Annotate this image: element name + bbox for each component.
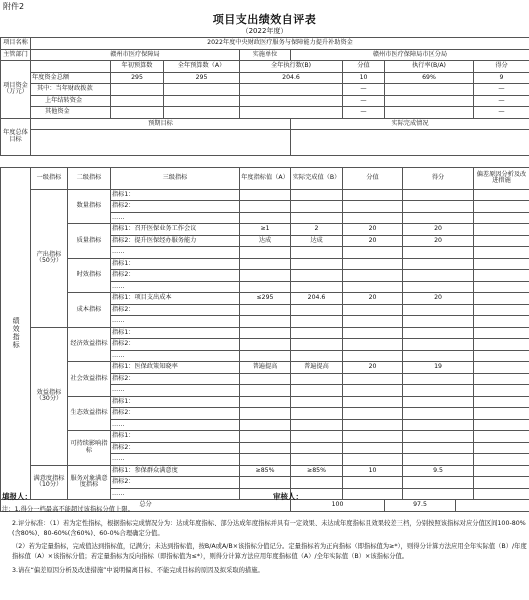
target-value [240, 270, 291, 282]
reason-value [474, 247, 529, 259]
got-value [403, 442, 474, 454]
level3-indicator: 指标2： [111, 270, 240, 282]
level2-indicator: 质量指标 [68, 224, 111, 259]
target-value [240, 212, 291, 224]
got-value [403, 201, 474, 213]
funds-value [111, 95, 164, 107]
actual-value [291, 431, 343, 443]
score-value [343, 339, 403, 351]
got-value [403, 304, 474, 316]
level3-indicator: 指标1：参保群众满意度 [111, 465, 240, 477]
target-value [240, 385, 291, 397]
target-value [240, 350, 291, 362]
reason-value [474, 477, 529, 489]
got-value [403, 431, 474, 443]
filler-label: 填报人： [2, 492, 32, 501]
level3-indicator: 指标2： [111, 442, 240, 454]
actual-value [291, 419, 343, 431]
got-value [403, 258, 474, 270]
col-header: 分值 [343, 167, 403, 189]
level2-indicator: 社会效益指标 [68, 362, 111, 397]
target-value [240, 477, 291, 489]
funds-value [164, 107, 240, 119]
funds-value: — [474, 84, 529, 96]
got-value: 9.5 [403, 465, 474, 477]
level3-indicator: 指标2： [111, 201, 240, 213]
level3-indicator: 指标2： [111, 339, 240, 351]
reason-value [474, 385, 529, 397]
reason-value [474, 235, 529, 247]
indicator-row [1, 465, 529, 477]
indicator-row [1, 293, 529, 305]
score-value [343, 408, 403, 420]
page-title: 项目支出绩效自评表 [212, 13, 317, 26]
actual-value [291, 327, 343, 339]
level3-indicator: 指标2： [111, 408, 240, 420]
indicator-row [1, 396, 529, 408]
funds-value: 295 [111, 72, 164, 84]
funds-col-header: 全年执行数(B) [240, 61, 343, 73]
actual-value [291, 350, 343, 362]
funds-label: 项目资金（万元） [1, 61, 31, 119]
level2-indicator: 生态效益指标 [68, 396, 111, 431]
actual-value [291, 396, 343, 408]
indicator-row [1, 258, 529, 270]
level3-indicator: 指标1： [111, 189, 240, 201]
target-value: 普遍提高 [240, 362, 291, 374]
level3-indicator: …… [111, 316, 240, 328]
reviewer-label: 审核人： [273, 492, 303, 501]
score-value [343, 442, 403, 454]
actual-value [291, 189, 343, 201]
goal-expected-label: 预期目标 [31, 118, 291, 130]
funds-col-header: 全年预算数（A） [164, 61, 240, 73]
score-value [343, 281, 403, 293]
level3-indicator: …… [111, 281, 240, 293]
level3-indicator: 指标1： [111, 327, 240, 339]
funds-col-header: 年初预算数 [111, 61, 164, 73]
dept-label: 主管部门 [1, 49, 31, 61]
row-funds [1, 72, 529, 84]
col-header: 年度指标值（A） [240, 167, 291, 189]
score-value [343, 419, 403, 431]
target-value [240, 189, 291, 201]
level1-indicator: 产出指标（50分） [31, 189, 68, 327]
target-value [240, 408, 291, 420]
funds-row-label: 年度资金总额 [31, 72, 111, 84]
note-3: （2）若为定量指标，完成值达到指标值，记满分；未达到指标值，按B/A或A/B×该指标分值记分。定量指标若为正向指标（即指标值为≥*），则得分计算方法应用全年实际值（B）/年度指标值（A）×该指标分值；若定量指标为反向指标（即指标值为≤*），则得分计算方法应用年度指标值（A）/全年实际值（B）×该指标分值。 [12, 543, 527, 560]
level3-indicator: …… [111, 454, 240, 466]
got-value: 20 [403, 224, 474, 236]
score-value [343, 189, 403, 201]
col-header: 三级指标 [111, 167, 240, 189]
reason-value [474, 189, 529, 201]
goal-actual-value [291, 130, 529, 156]
funds-value [111, 84, 164, 96]
actual-value [291, 201, 343, 213]
target-value [240, 327, 291, 339]
actual-value [291, 454, 343, 466]
target-value [240, 258, 291, 270]
target-value [240, 316, 291, 328]
score-value [343, 316, 403, 328]
got-value [403, 339, 474, 351]
actual-value [291, 258, 343, 270]
level3-indicator: 指标2：提升医保经办服务能力 [111, 235, 240, 247]
level3-indicator: 指标1：召开医保业务工作会议 [111, 224, 240, 236]
score-value [343, 454, 403, 466]
actual-value: 达成 [291, 235, 343, 247]
funds-value: — [474, 95, 529, 107]
actual-value: 2 [291, 224, 343, 236]
got-value [403, 189, 474, 201]
evaluation-table [0, 37, 529, 512]
reason-value [474, 454, 529, 466]
actual-value [291, 304, 343, 316]
funds-value: — [343, 107, 385, 119]
score-value: 20 [343, 235, 403, 247]
indicator-row [1, 224, 529, 236]
score-value [343, 201, 403, 213]
col-header: 实际完成值（B） [291, 167, 343, 189]
target-value [240, 419, 291, 431]
target-value [240, 373, 291, 385]
level3-indicator: 指标2： [111, 477, 240, 489]
note-1: 注：1.得分一档最高不能超过该指标分值上限。 [2, 506, 134, 513]
actual-value [291, 477, 343, 489]
reason-value [474, 396, 529, 408]
level3-indicator: 指标2： [111, 304, 240, 316]
score-value [343, 247, 403, 259]
score-value [343, 385, 403, 397]
notes [2, 505, 527, 580]
level3-indicator: …… [111, 385, 240, 397]
got-value [403, 270, 474, 282]
indicator-row [1, 189, 529, 201]
funds-value: 9 [474, 72, 529, 84]
level2-indicator: 时效指标 [68, 258, 111, 293]
row-goal-content [1, 130, 529, 156]
got-value [403, 454, 474, 466]
level3-indicator: …… [111, 488, 240, 500]
reason-value [474, 431, 529, 443]
reason-value [474, 258, 529, 270]
score-value: 20 [343, 362, 403, 374]
funds-value [385, 107, 474, 119]
funds-value [385, 84, 474, 96]
impl-label: 实施单位 [240, 49, 291, 61]
table-cell [31, 61, 111, 73]
level3-indicator: 指标1： [111, 396, 240, 408]
funds-row-label: 其他资金 [31, 107, 111, 119]
funds-value [385, 95, 474, 107]
target-value: 达成 [240, 235, 291, 247]
funds-row-label: 其中：当年财政拨款 [31, 84, 111, 96]
funds-value: 10 [343, 72, 385, 84]
got-value [403, 327, 474, 339]
actual-value [291, 339, 343, 351]
target-value [240, 339, 291, 351]
score-value [343, 477, 403, 489]
target-value [240, 304, 291, 316]
target-value [240, 247, 291, 259]
level3-indicator: 指标1：医保政策知晓率 [111, 362, 240, 374]
got-value [403, 281, 474, 293]
row-funds [1, 84, 529, 96]
dept-value: 赣州市医疗保障局 [31, 49, 240, 61]
score-value [343, 488, 403, 500]
col-header: 得分 [403, 167, 474, 189]
reason-value [474, 339, 529, 351]
actual-value [291, 316, 343, 328]
target-value: ≥1 [240, 224, 291, 236]
funds-value [240, 84, 343, 96]
funds-value [164, 84, 240, 96]
level3-indicator: …… [111, 247, 240, 259]
reason-value [474, 316, 529, 328]
performance-indicator-label: 绩效指标 [1, 167, 31, 500]
got-value: 20 [403, 293, 474, 305]
row-funds [1, 95, 529, 107]
reason-value [474, 270, 529, 282]
funds-value: — [474, 107, 529, 119]
funds-col-header: 执行率(B/A) [385, 61, 474, 73]
got-value: 19 [403, 362, 474, 374]
reason-value [474, 373, 529, 385]
table-body [1, 38, 529, 512]
reason-value [474, 201, 529, 213]
score-value [343, 212, 403, 224]
reason-value [474, 419, 529, 431]
indicator-row [1, 362, 529, 374]
score-value [343, 373, 403, 385]
attachment-label: 附件2 [3, 2, 25, 11]
funds-value [240, 107, 343, 119]
score-value [343, 258, 403, 270]
got-value [403, 350, 474, 362]
target-value [240, 281, 291, 293]
row-indicator-header [1, 167, 529, 189]
row-funds-header [1, 61, 529, 73]
reason-value [474, 281, 529, 293]
row-spacer [1, 156, 529, 168]
funds-value [240, 95, 343, 107]
target-value [240, 454, 291, 466]
funds-value: 69% [385, 72, 474, 84]
reason-value [474, 327, 529, 339]
target-value [240, 442, 291, 454]
got-value [403, 477, 474, 489]
total-score: 100 [291, 500, 385, 512]
level3-indicator: …… [111, 419, 240, 431]
got-value [403, 408, 474, 420]
funds-value: — [343, 84, 385, 96]
score-value [343, 350, 403, 362]
level2-indicator: 服务对象满意度指标 [68, 465, 111, 500]
actual-value [291, 247, 343, 259]
got-value [403, 316, 474, 328]
funds-col-header: 得分 [474, 61, 529, 73]
score-value: 20 [343, 224, 403, 236]
col-header: 二级指标 [68, 167, 111, 189]
funds-value: — [343, 95, 385, 107]
got-value [403, 488, 474, 500]
actual-value [291, 373, 343, 385]
score-value [343, 304, 403, 316]
score-value [343, 270, 403, 282]
reason-value [474, 224, 529, 236]
row-department [1, 49, 529, 61]
actual-value [291, 281, 343, 293]
got-value [403, 385, 474, 397]
row-goal-header [1, 118, 529, 130]
got-value [403, 212, 474, 224]
got-value [403, 373, 474, 385]
got-value [403, 396, 474, 408]
reason-value [474, 350, 529, 362]
target-value [240, 201, 291, 213]
page-subtitle: （2022年度） [241, 27, 288, 35]
score-value: 10 [343, 465, 403, 477]
reason-value [474, 362, 529, 374]
level2-indicator: 成本指标 [68, 293, 111, 328]
total-label: 总分 [1, 500, 291, 512]
funds-value: 295 [164, 72, 240, 84]
reason-value [474, 465, 529, 477]
level2-indicator: 经济效益指标 [68, 327, 111, 362]
level3-indicator: 指标2： [111, 373, 240, 385]
level2-indicator: 数量指标 [68, 189, 111, 224]
total-got: 97.5 [385, 500, 456, 512]
col-header: 一级指标 [31, 167, 68, 189]
actual-value: 普遍提高 [291, 362, 343, 374]
level3-indicator: 指标1：项目支出成本 [111, 293, 240, 305]
actual-value [291, 270, 343, 282]
project-name-value: 2022年度中央财政医疗服务与保障能力提升补助资金 [31, 38, 529, 50]
note-2: 2.评分标准：（1）若为定性指标，根据指标完成情况分为：达成年度指标、部分达成年度指标并具有一定效果、未达成年度指标且效果较差三档，分别按照该指标对应分值区间100-80%(含80%)、80-60%(含60%)、60-0%合理确定分值。 [12, 519, 526, 537]
level3-indicator: …… [111, 212, 240, 224]
reason-value [474, 408, 529, 420]
funds-value: 204.6 [240, 72, 343, 84]
level3-indicator: 指标1： [111, 258, 240, 270]
indicator-row [1, 327, 529, 339]
target-value: ≤295 [240, 293, 291, 305]
goal-expected-value [31, 130, 291, 156]
level2-indicator: 可持续影响指标 [68, 431, 111, 466]
funds-col-header: 分值 [343, 61, 385, 73]
goal-label: 年度总体目标 [1, 118, 31, 156]
level1-indicator: 满意度指标（10分） [31, 465, 68, 500]
reason-value [474, 442, 529, 454]
funds-value [111, 107, 164, 119]
goal-actual-label: 实际完成情况 [291, 118, 529, 130]
actual-value [291, 212, 343, 224]
target-value: ≥85% [240, 465, 291, 477]
score-value [343, 431, 403, 443]
col-header: 偏差原因分析及改进措施 [474, 167, 529, 189]
score-value [343, 327, 403, 339]
note-4: 3.请在“偏差原因分析及改进措施”中说明偏离目标、不能完成目标的原因及拟采取的措施。 [12, 566, 264, 574]
actual-value: ≥85% [291, 465, 343, 477]
score-value [343, 396, 403, 408]
actual-value: 204.6 [291, 293, 343, 305]
row-project-name [1, 38, 529, 50]
got-value [403, 247, 474, 259]
got-value [403, 419, 474, 431]
target-value [240, 431, 291, 443]
impl-value: 赣州市医疗保障局市区分局 [291, 49, 529, 61]
score-value: 20 [343, 293, 403, 305]
actual-value [291, 385, 343, 397]
reason-value [474, 488, 529, 500]
level3-indicator: 指标1： [111, 431, 240, 443]
row-funds [1, 107, 529, 119]
indicator-row [1, 431, 529, 443]
level1-indicator: 效益指标（30分） [31, 327, 68, 465]
actual-value [291, 408, 343, 420]
project-name-label: 项目名称 [1, 38, 31, 50]
got-value: 20 [403, 235, 474, 247]
reason-value [474, 212, 529, 224]
target-value [240, 396, 291, 408]
actual-value [291, 442, 343, 454]
reason-value [474, 293, 529, 305]
funds-value [164, 95, 240, 107]
reason-value [474, 304, 529, 316]
funds-row-label: 上年结转资金 [31, 95, 111, 107]
level3-indicator: …… [111, 350, 240, 362]
table-cell [1, 156, 529, 168]
